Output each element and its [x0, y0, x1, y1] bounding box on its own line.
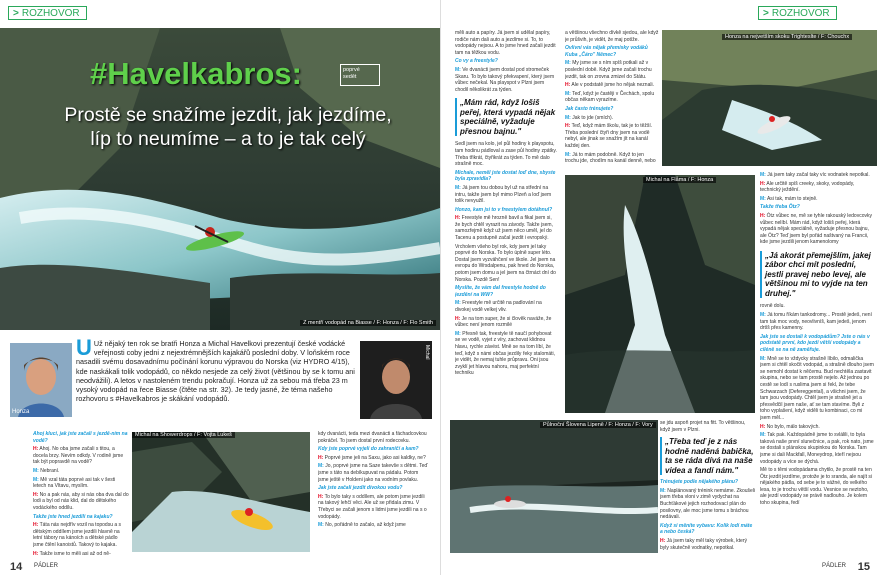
- pull-quote-2: „Třeba teď je z nás hodně naděná babička, ta se ráda dívá na naše videa a fandí nám.": [660, 437, 756, 475]
- speaker-m: M:: [318, 522, 324, 529]
- photo-top-right: [662, 30, 877, 166]
- pull-quote-1: „Mám rád, když lošiš peřej, která vypadá nějak speciálně, vyžaduje přesnou bajnu.": [455, 98, 558, 136]
- answer: Tak pak. Každopádně jsme to svlálili, to byla taková naše první slunečnice, a pak, rok nato, jsme se dostali s plánskou skupinkou do Norska. Tam jsme si dali Mackfall, Moneydrop, kteří nejsou vodopády a více se dýchá.: [760, 432, 874, 465]
- speaker-h: H:: [455, 215, 461, 222]
- gutter: [440, 0, 441, 575]
- article-subtitle: [38, 103, 418, 151]
- speaker-m: M:: [455, 184, 461, 191]
- speaker-h: H:: [33, 491, 39, 498]
- speaker-h: H:: [565, 82, 571, 89]
- answer: Vrcholem všeho byl rok, kdy jsem jel taky poprvé do Norska. To bylo úplně super léto. Dostal jsem vyzváhčení ve škole. Jel jsem na evropu do Wrsdalpenu, pak hned do Norska, potom jsem domu a jel jsem na čtrnáct dní do Norska. Pozdě Sen!: [455, 243, 556, 283]
- question: Takže třeba Ötz?: [760, 204, 800, 211]
- question: Trénujete podle nějakého plánu?: [660, 479, 738, 486]
- answer: Já to mám podobně. Když to jen trochu jde, chodím na kanál denně, nebo: [565, 151, 656, 165]
- answer: Ótz vůbec ne, mě se tyhle rakouský ledovcovky vůbec nelíbí. Mám rád, když lošiš peřej, která vypadá nějak speciálně, vyžaduje přesnou bajnu, ale Ötz? Teď jsem byl pořád naštvaný na Francii, kde jsme jezdili jenom kamenolomy: [760, 212, 872, 246]
- photo-bottom-right-image: [450, 420, 658, 553]
- answer: Já jsem taky začal taky víc vodnatek nepotkal.: [767, 172, 870, 178]
- speaker-h: H:: [455, 315, 461, 322]
- photo-credit-main: Z mentří vodopád na Biasse / F: Honza / F: Flo Smith: [300, 320, 436, 326]
- section-tag-label: ROZHOVOR: [21, 8, 80, 19]
- section-tag-right: [758, 6, 837, 20]
- brand-left: PÁDLER: [34, 563, 59, 569]
- photo-credit-middle-right: Michal na Flåma / F: Honza: [643, 177, 716, 183]
- column-2: [318, 431, 430, 555]
- answer: To bylo taky s oddílem, ale potom jsme jezdili na takový lehčí věci. Ale už se přidala zimu. V Třebyci se začali jenom s lidmi jsme jezdili na s o vodopády.: [318, 493, 427, 520]
- answer: Mně se to vždycky strašně líbilo, odmalička jsem si chtěl skočit vodopád, a strašně dlouho jsem se nemohl dostat k něčemu. Bud nechtěla zastavit skupina, nebo se tam prostě nejelo. Až jednou po cestě se lodí s ruslima jsem si řekl, že tebe Schwarzach (Defereggental), a všichni jsem, že tam jsou vodopády. Chtěl jsem je strašně jet a přesvědčil jsem naše, ať se tam stavíme. Byli z toho vyplašení, když viděli tu kombinaci, co mi jsem měl...: [760, 355, 874, 421]
- question: Takže jste hned jezdili na kajaku?: [33, 513, 113, 520]
- answer: Ahoj. No oba jsme začali s titou, a docela brzy. Nevím odkdy. V rodině jsme tak být popravdě na vodě?: [33, 446, 124, 466]
- speaker-h: H:: [318, 454, 324, 461]
- photo-middle-right: [565, 175, 755, 413]
- speaker-m: M:: [760, 355, 766, 362]
- speaker-m: M:: [565, 114, 571, 121]
- question: Když si měníte vybavu: Kolik lodí máte a nebo česká?: [660, 522, 753, 536]
- column-1: [33, 431, 129, 555]
- speaker-m: M:: [455, 66, 461, 73]
- photo-middle-right-image: [565, 175, 755, 413]
- page-number-left: 14: [10, 561, 23, 573]
- speaker-h: H:: [33, 550, 39, 555]
- intro-paragraph: [76, 335, 358, 404]
- answer: No a pak nás, aby si nás oba dva dal do lodi a byl od nás klid, dal do dětského vodáckého oddílu.: [33, 491, 129, 511]
- chevron-right-icon: >: [13, 8, 19, 19]
- photo-credit-bottom-right: Půlnoční Šlovena Lipeně / F: Honza / F: Vory: [540, 422, 656, 428]
- answer: Nebraní.: [40, 467, 60, 474]
- answer: Ale v podstatě jsme ho nějak neznali.: [571, 82, 654, 89]
- answer: Poprvé jsme jeli na Saxu, jako asi kaldky, ne?: [324, 454, 426, 461]
- portrait-honza: [10, 343, 72, 417]
- footer-right: [441, 560, 880, 575]
- subtitle-line-1: Prostě se snažíme jezdit, jak jezdíme,: [64, 104, 392, 126]
- column-4: [565, 30, 659, 180]
- intro-text: Už nějaký ten rok se bratři Honza a Michal Havelkovi prezentují české vodácké veřejnosti coby jedni z nejextrémnějších kajakářů poslední doby. V loňském roce nasadili svému dosavadnímu počínání korunu výpravou do Norska (viz HYDRO 4/15), kde naskákali tolik vodopádů, co někdo nesjede za celý život (většinou by se k tomu ani neodvážili). A letos v nastoleném trendu pokračují. Honza už za sebou má třeba 23 m vysoký vodopád na řece Biasse (čtěte na str. 32). Je tedy jasné, že téma našeho rozhovoru s #Havelkabros je skákání vodopádů.: [76, 339, 355, 404]
- photo-showerdrops: [132, 432, 310, 552]
- speaker-m: M:: [455, 300, 461, 307]
- speaker-h: H:: [760, 423, 766, 430]
- answer: Mě to s těmi vodopádama chytilo, že prostě na ten Ötz jezdit jezdíme, protože je to sranda, ale najít si nějakého pádla, od sebe je to vážné, do velkého lesa, to je trochu větší vodu. Vesnice se neztoho, ale jezdí vodopády se právě nadlouho. Je kolem toho skupina, fedí: [760, 467, 872, 507]
- portrait-michal: [360, 341, 432, 419]
- answer: rovně dolu.: [760, 303, 785, 310]
- question: Michale, neměl jste dostat loď dne, sbyste byla zpravidla?: [455, 169, 556, 183]
- badge: poprvé sedět: [340, 64, 380, 86]
- drop-cap: U: [76, 335, 92, 360]
- chevron-right-icon: >: [763, 8, 769, 19]
- question: Kdy jste poprvé vyjeli do zahraničí a kam?: [318, 446, 419, 453]
- footer-left: [0, 560, 440, 575]
- question: Ahoj kluci, jak jste začali s jezdě-ním na vodě?: [33, 431, 128, 444]
- photo-bottom-right: [450, 420, 658, 553]
- answer: Naplánovaný trénink nemáme. Zkoušeli jsem třeba vloni v zimě vydychat na Buchťákové jejich rozhodovací plán do posilovny, ale moc jsme tomu s bráchou nedávali.: [660, 487, 756, 521]
- column-4b: [660, 420, 756, 556]
- speaker-m: M:: [760, 172, 766, 178]
- portrait-honza-image: [10, 343, 72, 417]
- speaker-m: M:: [660, 487, 666, 494]
- question: Honzo, kam jsi to v freestylem dotáhnul?: [455, 206, 553, 213]
- answer: Jak to jde (smích).: [572, 114, 614, 121]
- answer: Přesně tak, freestyle tě naučí pohybovat se ve vodě, vyjet z víry, zachovat klidnou hlavu, rychle závést. Mně se na tom líbí, že teď, když s námi občas jezdily řeky stalomáti, je vidět, že nemaj tuhle průpravu. Oni jsou zvyklí jet hlavou nahoru, maj perfektní techniku: [455, 330, 556, 377]
- speaker-m: M:: [760, 312, 766, 319]
- answer: Já tomu říkám tankodromy... Prostě jedeš, není tam tak moc vody, neovlivníš, kam jedeš, jenom drtíš přes kamenny.: [760, 312, 872, 332]
- answer: Mě vzal táta poprvé asi tak v šesti letech na Vltavu, myslím.: [33, 476, 116, 490]
- article-title: #Havelkabros:: [90, 56, 302, 91]
- answer: Teď, když je častěji v Čechách, spolu občas někam vyrazíme.: [565, 90, 655, 104]
- answer: Ale určitě spíš creeky, skoky, vodopády, technický ježdění.: [760, 180, 855, 194]
- question: Jak jste začali jezdit divokou vodu?: [318, 485, 403, 492]
- answer: Freestyle mě určitě na padlování na divokej vodě velkej vliv.: [455, 300, 542, 313]
- answer: Sedl jsem na kolo, jel půl hodiny k playspotu, tam hodinu pádloval a zase půl hodiny zpátky. Třeba třikrát, čtyřikrát za týden. To mě dalo strašně moc.: [455, 141, 557, 168]
- portrait-michal-label: Michal: [424, 345, 430, 360]
- column-3: [455, 30, 558, 415]
- speaker-m: M:: [760, 195, 766, 202]
- speaker-h: H:: [760, 212, 766, 219]
- answer: Táta nás nejdřív vozil na topodsu a s dětským oddílem jsme jezdili hlavně na letní tábory na kánoích a dětské pádlo jsme čtění kanoistů. Takový to kajaka.: [33, 522, 122, 548]
- page-number-right: 15: [857, 561, 870, 573]
- question: Jak jste se dostali k vodopádům? Jste o nás v podstatě první, kdo jezdí větší vodopády a ciléně se na ně zaměřuje.: [760, 333, 870, 353]
- portrait-michal-image: [360, 341, 432, 419]
- speaker-m: M:: [318, 463, 324, 470]
- speaker-m: M:: [33, 476, 39, 483]
- hero-photo: [0, 28, 440, 330]
- pull-quote-3: „Já akorát přemejšlím, jakej zábor chci mít poslední, jestli pravej nebo levej, ale většinou mi to vyjde na ten druhej.": [760, 251, 874, 299]
- column-5: [760, 172, 874, 557]
- answer: Já jsem taky měl taky výrobek, který byly skutečně vodnatky, nepotkal.: [660, 537, 747, 551]
- speaker-h: H:: [33, 522, 39, 529]
- speaker-m: M:: [455, 330, 461, 337]
- answer: Ve dvanácti jsem dostal pod stromeček Skaru. To bylo takový překvapení, který jsem vůbec nečekal. Na playspot v Plzni jsem chodil několikrát za týden.: [455, 66, 555, 93]
- answer: No bylo, málo takových.: [766, 423, 820, 430]
- subtitle-line-2: líp to neumíme – a to je tak celý: [90, 128, 366, 150]
- answer: My jsme se s ním spíš potkali až v poslední době. Když jsme začali trochu jezdit, tak on zrovna zmizel do Státu.: [565, 60, 652, 80]
- question: Ovlivní vás nějak přemisky vodáků Kuba „Čáro" Němec?: [565, 45, 648, 58]
- speaker-m: M:: [760, 432, 766, 439]
- answer: Jo, poprvé jsme na Saze takevše s dětmi. Teď jsme s táto na debíkupuvat na pádalu. Potom jsme ještě v Holdeni jako na vodním povlaku.: [318, 463, 428, 483]
- question: Myslíte, že vám dal freestyle hodně do jezdění na WW?: [455, 285, 546, 298]
- brand-right: PÁDLER: [821, 563, 846, 569]
- speaker-h: H:: [318, 493, 324, 500]
- speaker-h: H:: [33, 446, 39, 453]
- speaker-m: M:: [33, 467, 39, 474]
- answer: a většinou všechno dívkě sjedou, ale když je průšvih, je vidět, že maj potíže.: [565, 30, 659, 43]
- answer: Je na tom super, že si člověk naváže, že vůbec není jenom rozmilé: [455, 315, 552, 329]
- speaker-h: H:: [760, 180, 766, 187]
- photo-credit-showerdrops: Michal na Showerdrops / F: Vojta Lukeš: [132, 432, 235, 438]
- answer: Freestyle mě hrozně bavil a fikal jsem si, že bych chtěl vyrazit na závody. Takže jsem, samozřejmě když už jsem něco uměl, jel do Tacenu a postupně začal jezdit i evropský.: [455, 215, 553, 242]
- answer: Teď, když mám školu, tak je to těžší. Třeba poslední čtyři dny jsem na vodě nebyl, ale jinak se snažím jít na kanál každej den.: [565, 123, 653, 149]
- portrait-honza-label: Honza: [12, 409, 30, 415]
- answer: měli auto a papíry. Já jsem si udělal papíry, rodiče nám dali auto a jezdíme si. To, to vodopády nejsou. A to jsme hned začali jezdit tam na těžkou vodu.: [455, 30, 556, 56]
- answer: Takže jsme to měli asi až od ně-: [39, 550, 111, 555]
- answer: se jdu aspoň projet na fitt. To většinou, když jsem v Plzni.: [660, 420, 746, 433]
- section-tag-left: [8, 6, 87, 20]
- answer: Já jsem tou dobou byl už na střední na intru, takže jsem byl mimo Plzeň a loď jsem tolik nevyužil.: [455, 184, 552, 205]
- speaker-h: H:: [660, 537, 666, 544]
- photo-credit-top-right: Honza na nejvetším skoku Trighteslte / F: Chouchx: [722, 34, 852, 40]
- speaker-m: M:: [565, 60, 571, 67]
- speaker-m: M:: [565, 90, 571, 97]
- speaker-h: H:: [565, 123, 571, 130]
- section-tag-label: ROZHOVOR: [771, 8, 830, 19]
- answer: kdy dvanácti, teda mezi dvanácti a fáchadcovkou pokráčel. To jsem dostal první rodecovku.: [318, 431, 427, 444]
- answer: No, pořádně to začalo, až když jsme: [325, 522, 406, 529]
- answer: Asi tak, mám to stejně.: [766, 195, 818, 202]
- question: Jak často trénujete?: [565, 105, 614, 112]
- photo-top-right-image: [662, 30, 877, 166]
- question: Co vy a freestyle?: [455, 58, 498, 65]
- photo-showerdrops-image: [132, 432, 310, 552]
- title-block: [90, 56, 350, 92]
- speaker-m: M:: [565, 151, 571, 158]
